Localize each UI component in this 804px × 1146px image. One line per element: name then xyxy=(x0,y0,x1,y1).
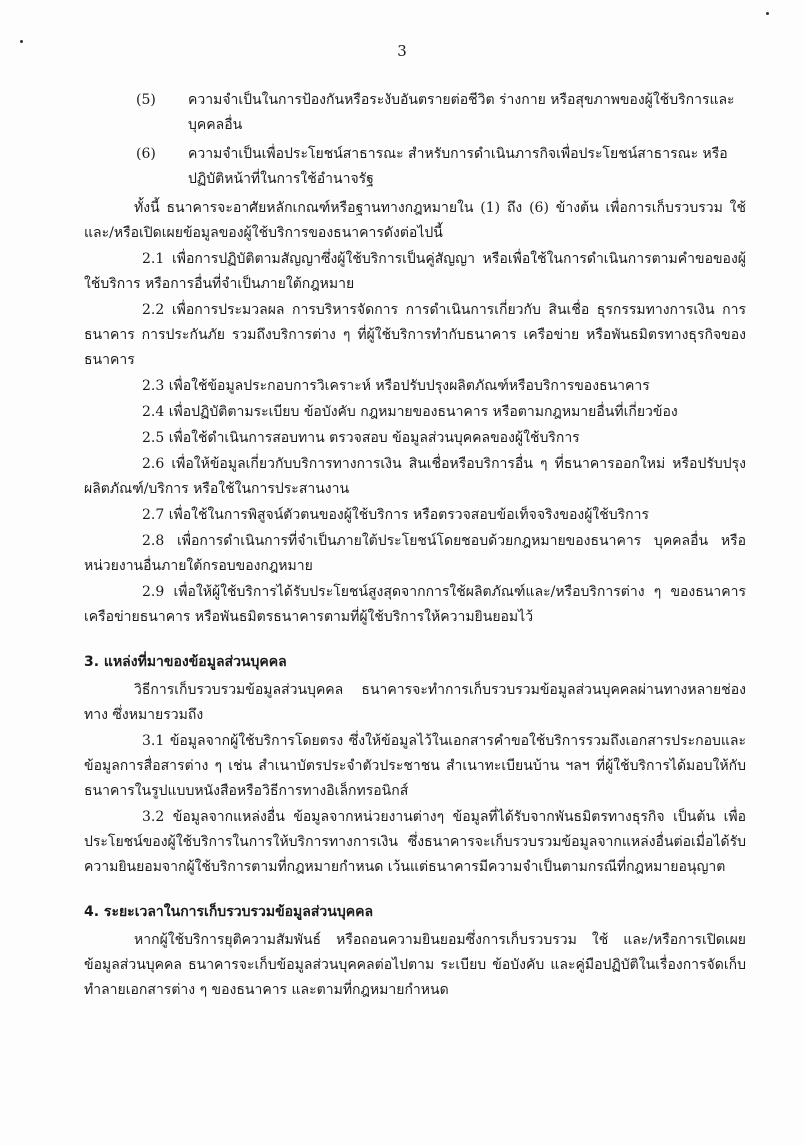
list-item-number: (5) xyxy=(136,92,156,108)
purpose-item: 2.6 เพื่อให้ข้อมูลเกี่ยวกับบริการทางการเงิน สินเชื่อหรือบริการอื่น ๆ ที่ธนาคารออกใหม่ หรือปรับปรุงผลิตภัณฑ์/บริการ หรือใช้ในการประสานงาน xyxy=(84,456,746,497)
purpose-item: 2.8 เพื่อการดำเนินการที่จำเป็นภายใต้ประโยชน์โดยชอบด้วยกฎหมายของธนาคาร บุคคลอื่น หรือหน่วยงานอื่นภายใต้กรอบของกฎหมาย xyxy=(84,533,746,574)
purpose-item: 2.4 เพื่อปฏิบัติตามระเบียบ ข้อบังคับ กฎหมายของธนาคาร หรือตามกฎหมายอื่นที่เกี่ยวข้อง xyxy=(142,404,678,420)
purpose-item: 2.3 เพื่อใช้ข้อมูลประกอบการวิเคราะห์ หรือปรับปรุงผลิตภัณฑ์หรือบริการของธนาคาร xyxy=(142,378,650,394)
section-body: หากผู้ใช้บริการยุติความสัมพันธ์ หรือถอนความยินยอมซึ่งการเก็บรวบรวม ใช้ และ/หรือการเปิดเผยข้อมูลส่วนบุคคล ธนาคารจะเก็บข้อมูลส่วนบุคคลต่อไปตาม ระเบียบ ข้อบังคับ และคู่มือปฏิบัติในเรื่องการจัดเก็บทำลายเอกสารต่าง ๆ ของธนาคาร และตามที่กฎหมายกำหนด xyxy=(84,932,746,998)
list-item-text: ความจำเป็นในการป้องกันหรือระงับอันตรายต่อชีวิต ร่างกาย หรือสุขภาพของผู้ใช้บริการและบุคคลอื่น xyxy=(188,92,735,133)
intro-paragraph: ทั้งนี้ ธนาคารจะอาศัยหลักเกณฑ์หรือฐานทางกฎหมายใน (1) ถึง (6) ข้างต้น เพื่อการเก็บรวบรวม ใช้ และ/หรือเปิดเผยข้อมูลของผู้ใช้บริการของธนาคารดังต่อไปนี้ xyxy=(84,200,746,241)
purpose-item: 2.5 เพื่อใช้ดำเนินการสอบทาน ตรวจสอบ ข้อมูลส่วนบุคคลของผู้ใช้บริการ xyxy=(142,430,580,446)
purpose-item: 2.1 เพื่อการปฏิบัติตามสัญญาซึ่งผู้ใช้บริการเป็นคู่สัญญา หรือเพื่อใช้ในการดำเนินการตามคำขอของผู้ใช้บริการ หรือการอื่นที่จำเป็นภายใต้กฎหมาย xyxy=(84,251,746,292)
source-item: 3.1 ข้อมูลจากผู้ใช้บริการโดยตรง ซึ่งให้ข้อมูลไว้ในเอกสารคำขอใช้บริการรวมถึงเอกสารประกอบและข้อมูลการสื่อสารต่าง ๆ เช่น สำเนาบัตรประจำตัวประชาชน สำเนาทะเบียนบ้าน ฯลฯ ที่ผู้ใช้บริการได้มอบให้กับธนาคารในรูปแบบหนังสือหรือวิธีการทางอิเล็กทรอนิกส์ xyxy=(84,733,746,799)
purpose-item: 2.2 เพื่อการประมวลผล การบริหารจัดการ การดำเนินการเกี่ยวกับ สินเชื่อ ธุรกรรมทางการเงิน การธนาคาร การประกันภัย รวมถึงบริการต่าง ๆ ที่ผู้ใช้บริการทำกับธนาคาร เครือข่าย หรือพันธมิตรทางธุรกิจของธนาคาร xyxy=(84,302,746,368)
list-item xyxy=(84,142,746,192)
section-heading: 4. ระยะเวลาในการเก็บรวบรวมข้อมูลส่วนบุคคล xyxy=(84,904,374,920)
section-intro: วิธีการเก็บรวบรวมข้อมูลส่วนบุคคล ธนาคารจะทำการเก็บรวบรวมข้อมูลส่วนบุคคลผ่านทางหลายช่องทาง ซึ่งหมายรวมถึง xyxy=(84,682,746,723)
document-body xyxy=(84,88,746,1004)
source-item: 3.2 ข้อมูลจากแหล่งอื่น ข้อมูลจากหน่วยงานต่างๆ ข้อมูลที่ได้รับจากพันธมิตรทางธุรกิจ เป็นต้น เพื่อประโยชน์ของผู้ใช้บริการในการให้บริการทางการเงิน ซึ่งธนาคารจะเก็บรวบรวมข้อมูลจากแหล่งอื่นต่อเมื่อได้รับความยินยอมจากผู้ใช้บริการตามที่กฎหมายกำหนด เว้นแต่ธนาคารมีความจำเป็นตามกรณีที่กฎหมายอนุญาต xyxy=(84,809,746,875)
list-item-text: ความจำเป็นเพื่อประโยชน์สาธารณะ สำหรับการดำเนินภารกิจเพื่อประโยชน์สาธารณะ หรือปฏิบัติหน้าที่ในการใช้อำนาจรัฐ xyxy=(188,146,728,187)
section-heading: 3. แหล่งที่มาของข้อมูลส่วนบุคคล xyxy=(84,654,287,670)
list-item-number: (6) xyxy=(136,146,156,162)
purpose-item: 2.9 เพื่อให้ผู้ใช้บริการได้รับประโยชน์สูงสุดจากการใช้ผลิตภัณฑ์และ/หรือบริการต่าง ๆ ของธนาคาร เครือข่ายธนาคาร หรือพันธมิตรธนาคารตามที่ผู้ใช้บริการให้ความยินยอมไว้ xyxy=(84,584,746,625)
list-item xyxy=(84,88,746,138)
purpose-item: 2.7 เพื่อใช้ในการพิสูจน์ตัวตนของผู้ใช้บริการ หรือตรวจสอบข้อเท็จจริงของผู้ใช้บริการ xyxy=(142,507,650,523)
scan-speck xyxy=(766,12,769,15)
page-number: 3 xyxy=(397,42,407,60)
